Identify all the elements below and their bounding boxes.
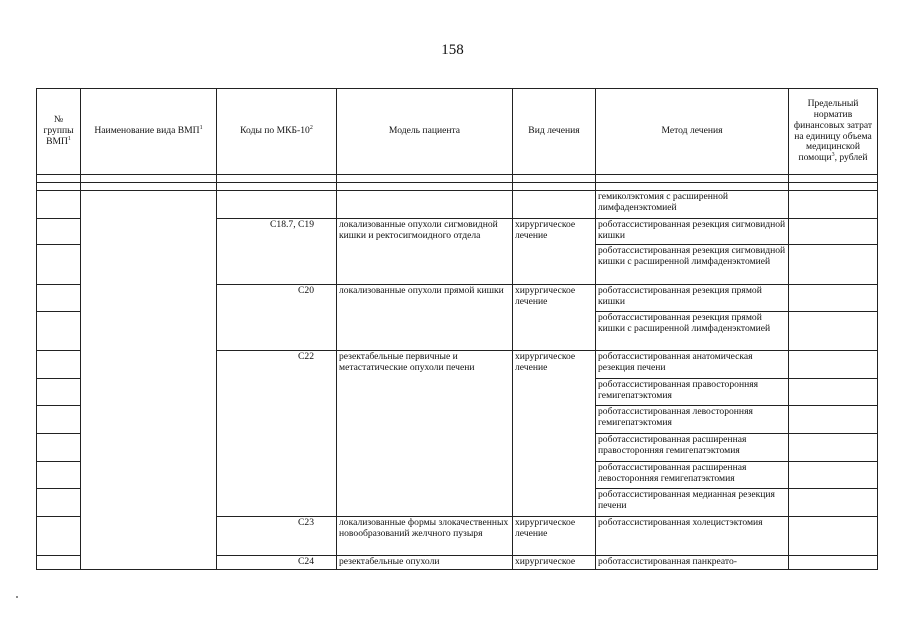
treatment-method-cell: роботассистированная расширенная левосторонняя гемигепатэктомия xyxy=(596,462,789,489)
empty-cell xyxy=(596,183,789,191)
empty-cell xyxy=(789,175,878,183)
table-row xyxy=(37,183,878,191)
treatment-method-cell: роботассистированная расширенная правосторонняя гемигепатэктомия xyxy=(596,434,789,462)
treatment-type-cell: хирургическое лечение xyxy=(513,351,596,517)
treatment-method-cell: гемиколэктомия с расширенной лимфаденэктомией xyxy=(596,191,789,219)
cost-norm-cell xyxy=(789,312,878,351)
mkb-code-cell: C23 xyxy=(217,517,337,556)
mkb-code-cell: C22 xyxy=(217,351,337,517)
cost-norm-cell xyxy=(789,191,878,219)
treatment-type-cell: хирургическое лечение xyxy=(513,219,596,285)
header-vmp-name: Наименование вида ВМП$^1$ xyxy=(81,89,217,175)
header-group-number: № группы ВМП$^1$ xyxy=(37,89,81,175)
group-number-cell xyxy=(37,517,81,556)
empty-cell xyxy=(596,175,789,183)
empty-cell xyxy=(789,183,878,191)
patient-model-cell xyxy=(337,191,513,219)
page-number: 158 xyxy=(441,42,464,58)
treatment-method-cell: роботассистированная резекция сигмовидной кишки с расширенной лимфаденэктомией xyxy=(596,245,789,285)
scan-speck xyxy=(16,596,18,598)
patient-model-cell: локализованные формы злокачественных новообразований желчного пузыря xyxy=(337,517,513,556)
treatment-method-cell: роботассистированная холецистэктомия xyxy=(596,517,789,556)
treatment-method-cell: роботассистированная резекция сигмовидной кишки xyxy=(596,219,789,245)
table-row xyxy=(37,175,878,183)
group-number-cell xyxy=(37,462,81,489)
empty-cell xyxy=(513,175,596,183)
patient-model-cell: локализованные опухоли прямой кишки xyxy=(337,285,513,351)
cost-norm-cell xyxy=(789,462,878,489)
group-number-cell xyxy=(37,285,81,312)
cost-norm-cell xyxy=(789,219,878,245)
group-number-cell xyxy=(37,351,81,379)
header-treatment-type: Вид лечения xyxy=(513,89,596,175)
empty-cell xyxy=(37,175,81,183)
table-header-row xyxy=(37,89,878,175)
cost-norm-cell xyxy=(789,406,878,434)
group-number-cell xyxy=(37,489,81,517)
treatment-method-cell: роботассистированная резекция прямой кишки с расширенной лимфаденэктомией xyxy=(596,312,789,351)
cost-norm-cell xyxy=(789,434,878,462)
cost-norm-cell xyxy=(789,489,878,517)
mkb-code-cell: C24 xyxy=(217,556,337,570)
group-number-cell xyxy=(37,379,81,406)
empty-cell xyxy=(217,175,337,183)
cost-norm-cell xyxy=(789,379,878,406)
group-number-cell xyxy=(37,556,81,570)
treatment-method-cell: роботассистированная медианная резекция печени xyxy=(596,489,789,517)
patient-model-cell: резектабельные опухоли xyxy=(337,556,513,570)
mkb-code-cell: C20 xyxy=(217,285,337,351)
header-cost-norm: Предельный норматив финансовых затрат на единицу объема медицинской помощи$^3$, рублей xyxy=(789,89,878,175)
patient-model-cell: локализованные опухоли сигмовидной кишки и ректосигмоидного отдела xyxy=(337,219,513,285)
treatment-type-cell: хирургическое лечение xyxy=(513,285,596,351)
vmp-table-container xyxy=(36,88,877,570)
vmp-table xyxy=(36,88,878,570)
empty-cell xyxy=(81,183,217,191)
cost-norm-cell xyxy=(789,517,878,556)
empty-cell xyxy=(337,183,513,191)
treatment-method-cell: роботассистированная правосторонняя гемигепатэктомия xyxy=(596,379,789,406)
cost-norm-cell xyxy=(789,556,878,570)
table-row xyxy=(37,191,878,219)
group-number-cell xyxy=(37,312,81,351)
cost-norm-cell xyxy=(789,245,878,285)
treatment-method-cell: роботассистированная анатомическая резекция печени xyxy=(596,351,789,379)
group-number-cell xyxy=(37,191,81,219)
mkb-code-cell xyxy=(217,191,337,219)
mkb-code-cell: C18.7, C19 xyxy=(217,219,337,285)
empty-cell xyxy=(81,175,217,183)
treatment-type-cell: хирургическое xyxy=(513,556,596,570)
empty-cell xyxy=(37,183,81,191)
empty-cell xyxy=(513,183,596,191)
cost-norm-cell xyxy=(789,285,878,312)
treatment-type-cell xyxy=(513,191,596,219)
treatment-type-cell: хирургическое лечение xyxy=(513,517,596,556)
header-mkb-codes: Коды по МКБ-$10^2$ xyxy=(217,89,337,175)
header-treatment-method: Метод лечения xyxy=(596,89,789,175)
empty-cell xyxy=(217,183,337,191)
treatment-method-cell: роботассистированная резекция прямой кишки xyxy=(596,285,789,312)
group-number-cell xyxy=(37,245,81,285)
treatment-method-cell: роботассистированная левосторонняя гемигепатэктомия xyxy=(596,406,789,434)
vmp-name-cell xyxy=(81,191,217,570)
group-number-cell xyxy=(37,434,81,462)
header-patient-model: Модель пациента xyxy=(337,89,513,175)
cost-norm-cell xyxy=(789,351,878,379)
group-number-cell xyxy=(37,406,81,434)
group-number-cell xyxy=(37,219,81,245)
empty-cell xyxy=(337,175,513,183)
treatment-method-cell: роботассистированная панкреато- xyxy=(596,556,789,570)
patient-model-cell: резектабельные первичные и метастатические опухоли печени xyxy=(337,351,513,517)
